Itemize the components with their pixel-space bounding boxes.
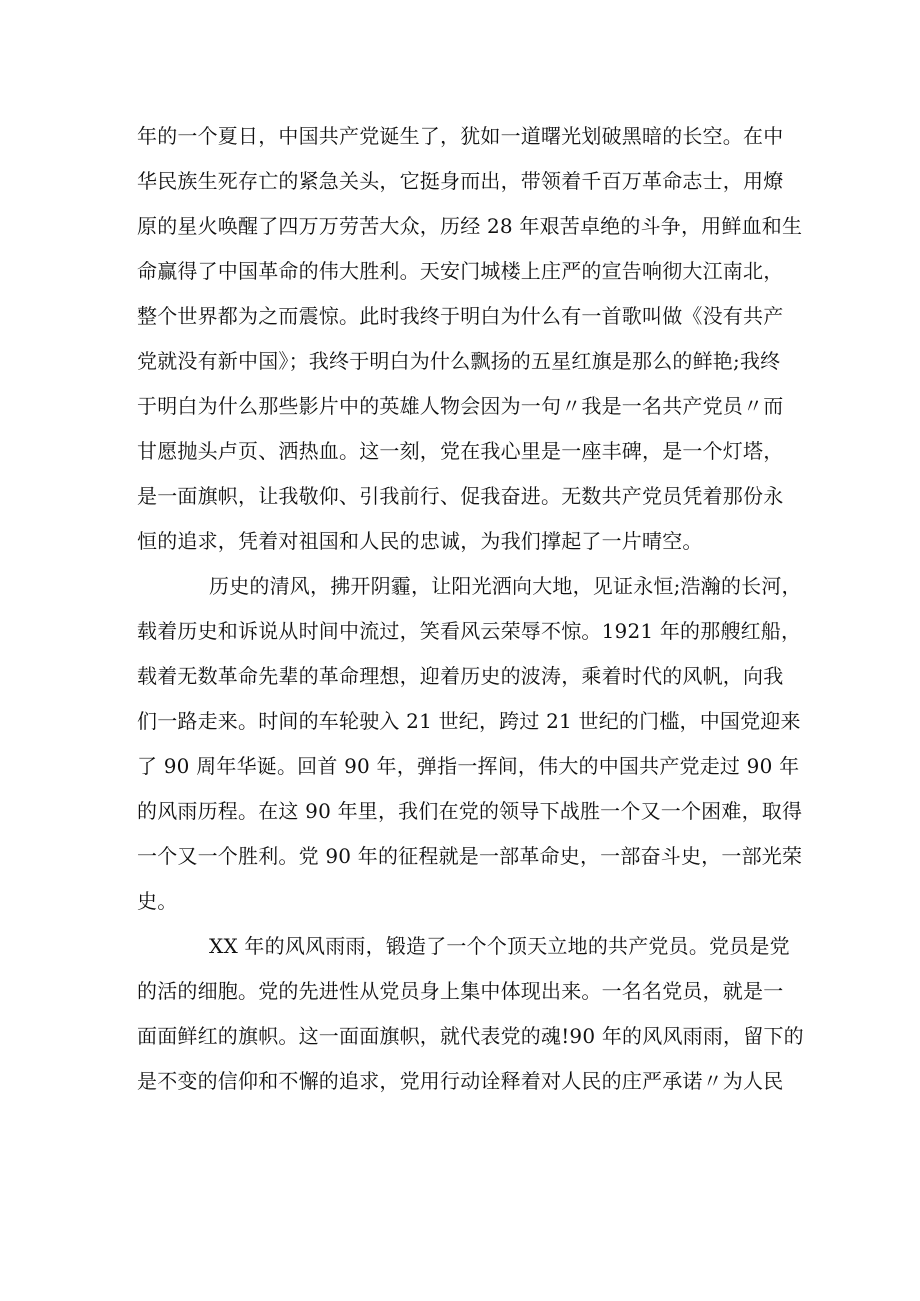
text-line: 面面鲜红的旗帜。这一面面旗帜，就代表党的魂!90 年的风风雨雨，留下的 <box>137 1024 804 1048</box>
text-line: 是一面旗帜，让我敬仰、引我前行、促我奋进。无数共产党员凭着那份永 <box>137 484 784 508</box>
text-line: 原的星火唤醒了四万万劳苦大众，历经 28 年艰苦卓绝的斗争，用鲜血和生 <box>137 214 803 238</box>
text-line: 于明白为什么那些影片中的英雄人物会因为一句〃我是一名共产党员〃而 <box>137 394 784 418</box>
text-line: 的活的细胞。党的先进性从党员身上集中体现出来。一名名党员，就是一 <box>137 979 784 1003</box>
paragraph-2 <box>137 564 803 924</box>
text-line: 是不变的信仰和不懈的追求，党用行动诠释着对人民的庄严承诺〃为人民 <box>137 1069 784 1093</box>
text-line: 华民族生死存亡的紧急关头，它挺身而出，带领着千百万革命志士，用燎 <box>137 169 784 193</box>
text-line: 史。 <box>137 889 178 913</box>
body-text <box>137 114 804 1104</box>
text-line: 年的一个夏日，中国共产党诞生了，犹如一道曙光划破黑暗的长空。在中 <box>137 124 784 148</box>
text-line-indented: XX 年的风风雨雨，锻造了一个个顶天立地的共产党员。党员是党 <box>209 934 790 958</box>
text-line: 命赢得了中国革命的伟大胜利。天安门城楼上庄严的宣告响彻大江南北， <box>137 259 784 283</box>
text-line: 的风雨历程。在这 90 年里，我们在党的领导下战胜一个又一个困难，取得 <box>137 799 803 823</box>
text-line: 甘愿抛头卢页、洒热血。这一刻，党在我心里是一座丰碑，是一个灯塔， <box>137 439 784 463</box>
text-line: 了 90 周年华诞。回首 90 年，弹指一挥间，伟大的中国共产党走过 90 年 <box>137 754 800 778</box>
paragraph-3 <box>137 924 804 1104</box>
text-line: 整个世界都为之而震惊。此时我终于明白为什么有一首歌叫做《没有共产 <box>137 304 784 328</box>
paragraph-1 <box>137 114 803 564</box>
text-line: 载着历史和诉说从时间中流过，笑看风云荣辱不惊。1921 年的那艘红船， <box>137 619 802 643</box>
text-line: 一个又一个胜利。党 90 年的征程就是一部革命史，一部奋斗史，一部光荣 <box>137 844 803 868</box>
text-line: 载着无数革命先辈的革命理想，迎着历史的波涛，乘着时代的风帆，向我 <box>137 664 784 688</box>
text-line-indented: 历史的清风，拂开阴霾，让阳光洒向大地，见证永恒;浩瀚的长河， <box>209 574 802 598</box>
text-line: 们一路走来。时间的车轮驶入 21 世纪，跨过 21 世纪的门槛，中国党迎来 <box>137 709 801 733</box>
text-line: 党就没有新中国》；我终于明白为什么飘扬的五星红旗是那么的鲜艳;我终 <box>137 349 781 373</box>
text-line: 恒的追求，凭着对祖国和人民的忠诚，为我们撑起了一片晴空。 <box>137 529 703 553</box>
